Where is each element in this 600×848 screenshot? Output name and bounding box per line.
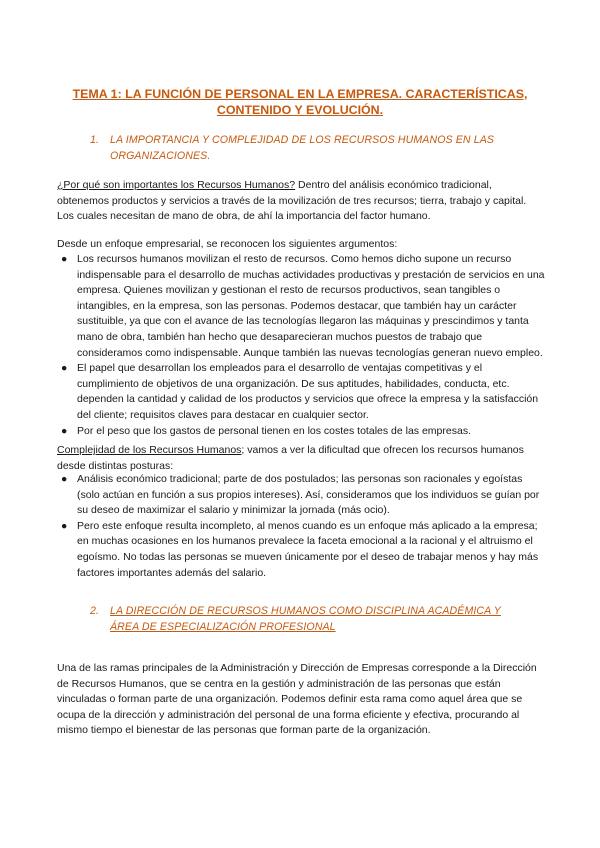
- list-item-text: Pero este enfoque resulta incompleto, al menos cuando es un enfoque más aplicado a la empresa; en muchas ocasiones en los humanos prevalece la faceta emocional a la racional y el altruismo el egoísmo. No todas las personas se mueven únicamente por el deseo de trabajar menos y hay más factores importantes además del salario.: [77, 519, 539, 579]
- arguments-list: [57, 252, 545, 439]
- arguments-lead: Desde un enfoque empresarial, se reconocen los siguientes argumentos:: [57, 238, 398, 250]
- section-1-number: 1.: [90, 134, 100, 146]
- section-1-title: LA IMPORTANCIA Y COMPLEJIDAD DE LOS RECURSOS HUMANOS EN LAS ORGANIZACIONES.: [110, 134, 495, 162]
- list-item: [57, 361, 545, 423]
- list-item-text: Los recursos humanos movilizan el resto de recursos. Como hemos dicho supone un recurso indispensable para el desarrollo de muchas actividades productivas y prestación de servicios en una empresa. Quienes movilizan y gestionan el resto de recursos productivos, sean tangibles o intangibles, en la empresa, son las personas. Podemos destacar, que también hay un carácter sustituible, ya que con el avance de las tecnologías llegaron las máquinas y prescindimos y tanta mano de obra, también han hecho que desaparecieran muchos puestos de trabajo que consideramos como indispensable. Aunque también las nuevas tecnologías generan nuevo empleo.: [77, 253, 545, 359]
- bullet-icon: ●: [61, 424, 68, 437]
- complexity-label: Complejidad de los Recursos Humanos: [57, 444, 242, 456]
- list-item-text: Análisis económico tradicional; parte de dos postulados; las personas son racionales y egoístas (solo actúan en función a sus propios intereses). Así, consideramos que los individuos se guían por su deseo de maximizar el salario y minimizar la jornada (más ocio).: [77, 473, 540, 517]
- section-2-heading: [90, 604, 530, 635]
- list-item-text: Por el peso que los gastos de personal tienen en los costes totales de las empresas.: [77, 424, 471, 437]
- list-item: [57, 424, 545, 440]
- section-2-number: 2.: [90, 605, 100, 617]
- list-item-text: El papel que desarrollan los empleados para el desarrollo de ventajas competitivas y el cumplimiento de objetivos de una organización. De sus aptitudes, habilidades, conducta, etc. dependen la cantidad y calidad de los productos y servicios que ofrece la empresa y la satisfacción del cliente; requisitos claves para destacar en cualquier sector.: [77, 362, 539, 421]
- complexity-paragraph: [57, 443, 545, 474]
- bullet-icon: ●: [61, 473, 68, 485]
- list-item: [57, 252, 545, 361]
- list-item: [57, 472, 545, 519]
- bullet-icon: ●: [61, 253, 68, 265]
- section-1-heading: [90, 133, 530, 164]
- list-item: [57, 519, 545, 581]
- bullet-icon: ●: [61, 362, 68, 375]
- intro-question: ¿Por qué son importantes los Recursos Humanos?: [57, 179, 296, 191]
- complexity-list: [57, 472, 545, 581]
- intro-paragraph: [57, 178, 545, 225]
- bullet-icon: ●: [61, 519, 68, 532]
- complexity-text: ; vamos a ver la dificultad que ofrecen los recursos humanos desde distintas posturas:: [57, 444, 524, 472]
- document-title: TEMA 1: LA FUNCIÓN DE PERSONAL EN LA EMPRESA. CARACTERÍSTICAS, CONTENIDO Y EVOLUCIÓN.: [72, 87, 528, 117]
- intro-text: Dentro del análisis económico tradicional, obtenemos productos y servicios a través de la movilización de tres recursos; tierra, trabajo y capital. Los cuales necesitan de mano de obra, de ahí la importancia del factor humano.: [57, 179, 527, 223]
- closing-paragraph: Una de las ramas principales de la Administración y Dirección de Empresas corresponde a la Dirección de Recursos Humanos, que se centra en la gestión y administración de las personas que están vinculadas o forman parte de una organización. Podemos definir esta rama como aquel área que se ocupa de la dirección y administración del personal de una forma eficiente y efectiva, procurando al mismo tiempo el bienestar de las personas que forman parte de la organización.: [57, 662, 537, 737]
- section-2-title: LA DIRECCIÓN DE RECURSOS HUMANOS COMO DISCIPLINA ACADÉMICA Y ÁREA DE ESPECIALIZACIÓN PROFESIONAL: [110, 605, 501, 633]
